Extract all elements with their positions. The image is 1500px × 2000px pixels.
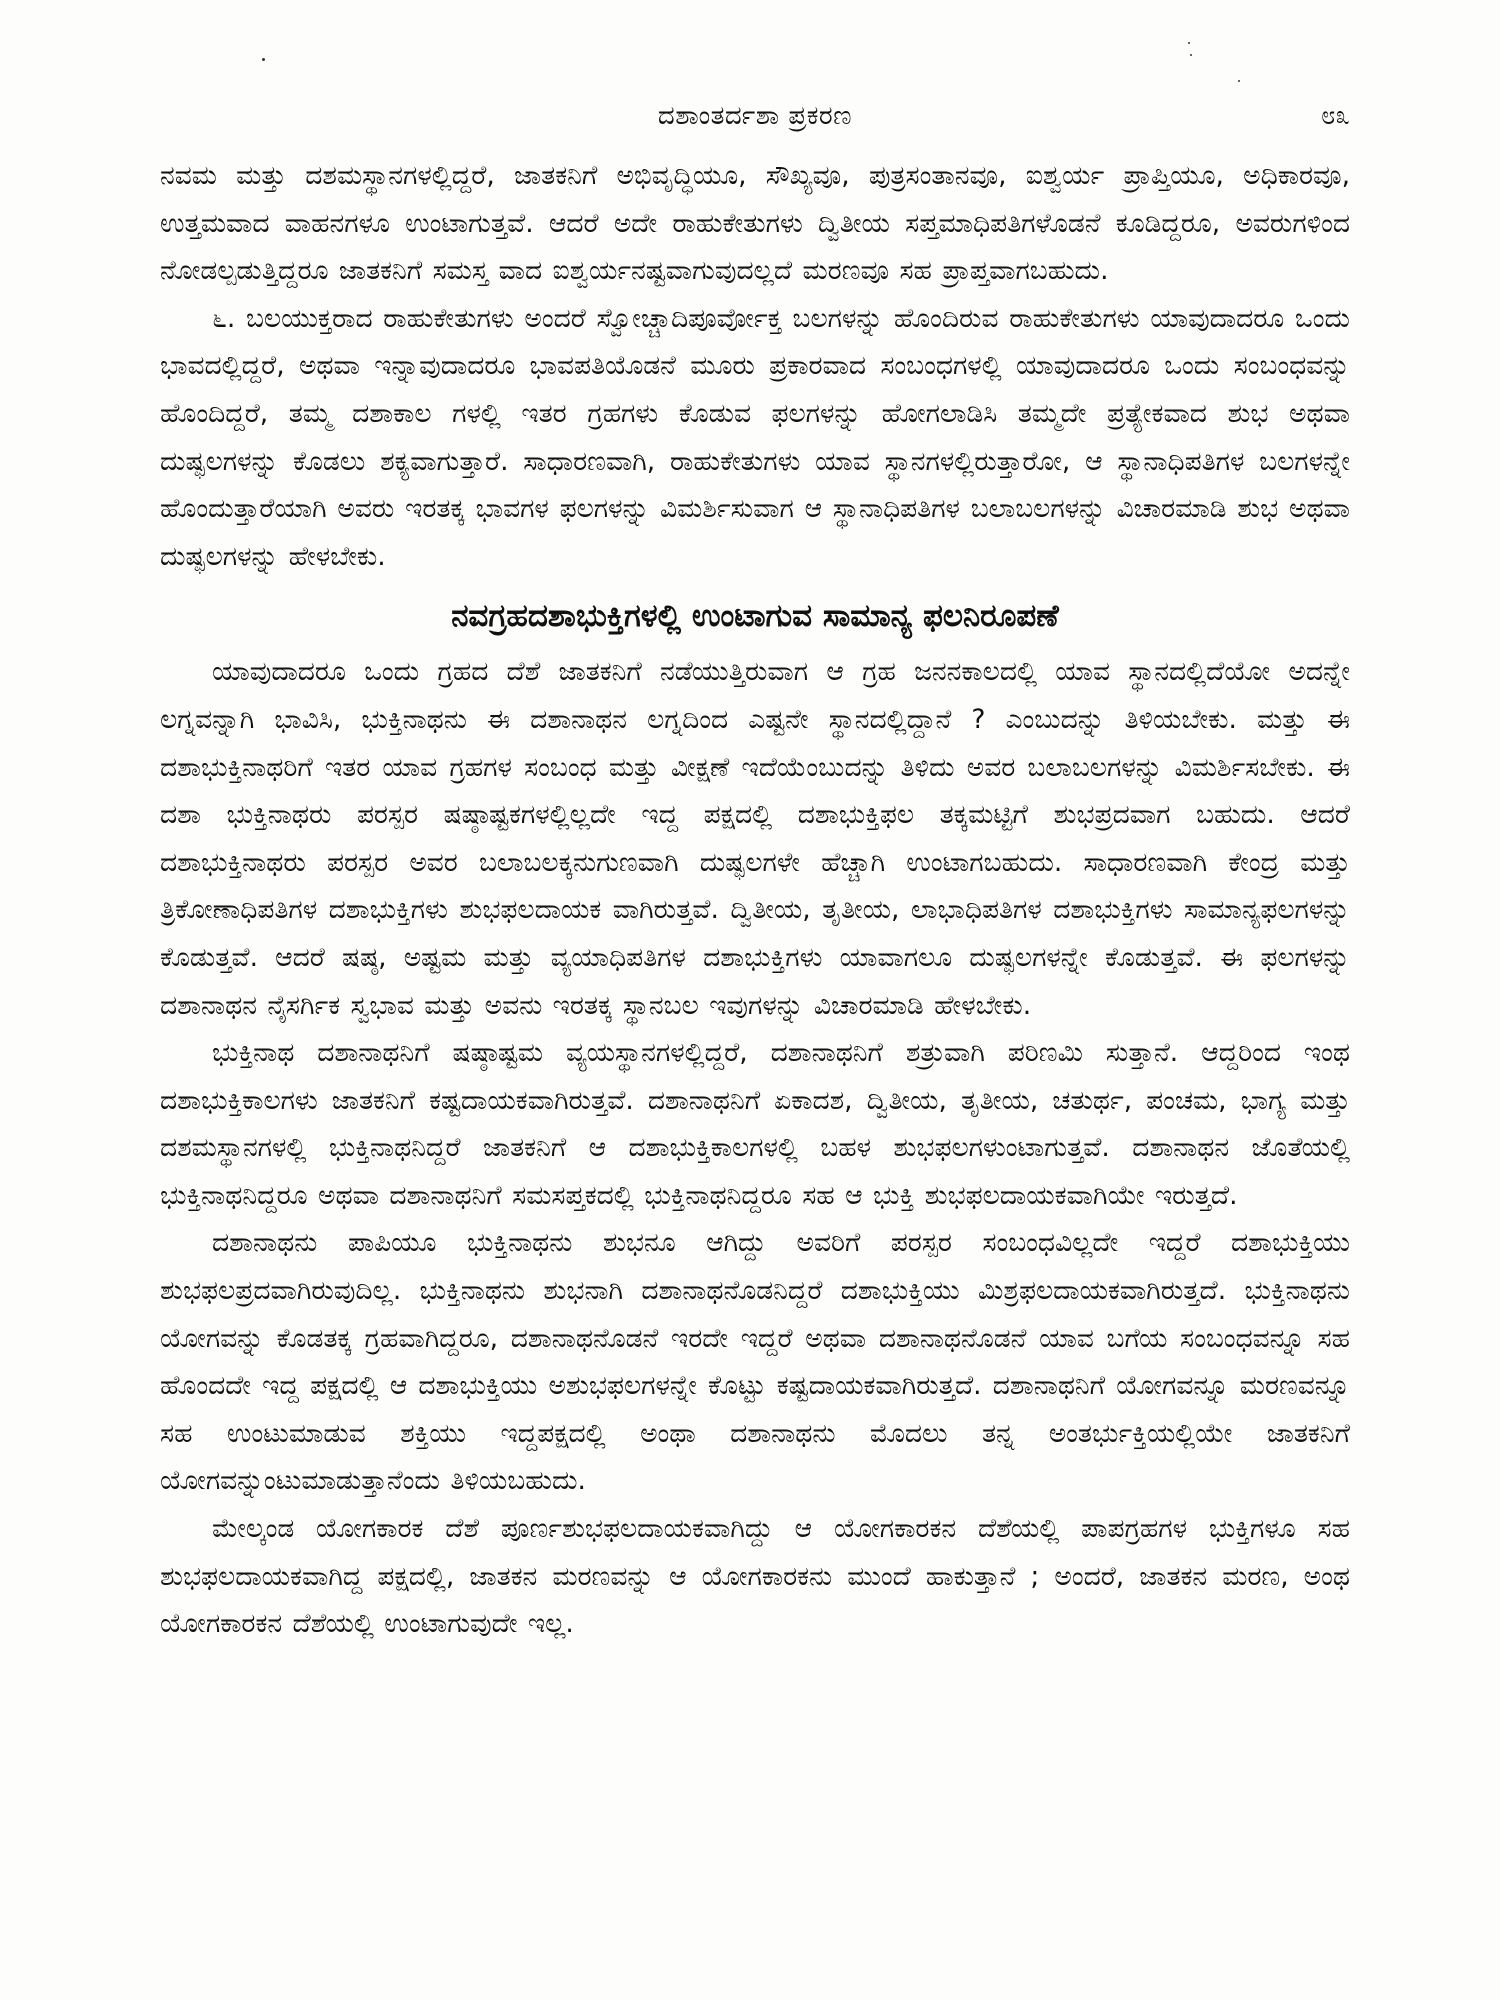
section-heading: ನವಗ್ರಹದಶಾಭುಕ್ತಿಗಳಲ್ಲಿ ಉಂಟಾಗುವ ಸಾಮಾನ್ಯ ಫಲನಿರೂಪಣೆ (451, 598, 1059, 635)
paragraph: ೬. ಬಲಯುಕ್ತರಾದ ರಾಹುಕೇತುಗಳು ಅಂದರೆ ಸ್ವೋಚ್ಚಾದಿಪೂರ್ವೋಕ್ತ ಬಲಗಳನ್ನು ಹೊಂದಿರುವ ರಾಹುಕೇತುಗಳು ಯಾವುದಾದರೂ ಒಂದು ಭಾವದಲ್ಲಿದ್ದರೆ, ಅಥವಾ ಇನ್ನಾವುದಾದರೂ ಭಾವಪತಿಯೊಡನೆ ಮೂರು ಪ್ರಕಾರವಾದ ಸಂಬಂಧಗಳಲ್ಲಿ ಯಾವುದಾದರೂ ಒಂದು ಸಂಬಂಧವನ್ನು ಹೊಂದಿದ್ದರೆ, ತಮ್ಮ ದಶಾಕಾಲ ಗಳಲ್ಲಿ ಇತರ ಗ್ರಹಗಳು ಕೊಡುವ ಫಲಗಳನ್ನು ಹೋಗಲಾಡಿಸಿ ತಮ್ಮದೇ ಪ್ರತ್ಯೇಕವಾದ ಶುಭ ಅಥವಾ ದುಷ್ಫಲಗಳನ್ನು ಕೊಡಲು ಶಕ್ಯವಾಗುತ್ತಾರೆ. ಸಾಧಾರಣವಾಗಿ, ರಾಹುಕೇತುಗಳು ಯಾವ ಸ್ಥಾನಗಳಲ್ಲಿರುತ್ತಾರೋ, ಆ ಸ್ಥಾನಾಧಿಪತಿಗಳ ಬಲಗಳನ್ನೇ ಹೊಂದುತ್ತಾರೆಯಾಗಿ ಅವರು ಇರತಕ್ಕ ಭಾವಗಳ ಫಲಗಳನ್ನು ವಿಮರ್ಶಿಸುವಾಗ ಆ ಸ್ಥಾನಾಧಿಪತಿಗಳ ಬಲಾಬಲಗಳನ್ನು ವಿಚಾರಮಾಡಿ ಶುಭ ಅಥವಾ ದುಷ್ಫಲಗಳನ್ನು ಹೇಳಬೇಕು. (160, 302, 1350, 572)
page-header (160, 96, 1350, 140)
page-number: ೮೩ (1320, 101, 1350, 131)
paragraph: ಯಾವುದಾದರೂ ಒಂದು ಗ್ರಹದ ದೆಶೆ ಜಾತಕನಿಗೆ ನಡೆಯುತ್ತಿರುವಾಗ ಆ ಗ್ರಹ ಜನನಕಾಲದಲ್ಲಿ ಯಾವ ಸ್ಥಾನದಲ್ಲಿದೆಯೋ ಅದನ್ನೇ ಲಗ್ನವನ್ನಾಗಿ ಭಾವಿಸಿ, ಭುಕ್ತಿನಾಥನು ಈ ದಶಾನಾಥನ ಲಗ್ನದಿಂದ ಎಷ್ಟನೇ ಸ್ಥಾನದಲ್ಲಿದ್ದಾನೆ ? ಎಂಬುದನ್ನು ತಿಳಿಯಬೇಕು. ಮತ್ತು ಈ ದಶಾಭುಕ್ತಿನಾಥರಿಗೆ ಇತರ ಯಾವ ಗ್ರಹಗಳ ಸಂಬಂಧ ಮತ್ತು ವೀಕ್ಷಣೆ ಇದೆಯೆಂಬುದನ್ನು ತಿಳಿದು ಅವರ ಬಲಾಬಲಗಳನ್ನು ವಿಮರ್ಶಿಸಬೇಕು. ಈ ದಶಾ ಭುಕ್ತಿನಾಥರು ಪರಸ್ಪರ ಷಷ್ಠಾಷ್ಟಕಗಳಲ್ಲಿಲ್ಲದೇ ಇದ್ದ ಪಕ್ಷದಲ್ಲಿ ದಶಾಭುಕ್ತಿಫಲ ತಕ್ಕಮಟ್ಟಿಗೆ ಶುಭಪ್ರದವಾಗ ಬಹುದು. ಆದರೆ ದಶಾಭುಕ್ತಿನಾಥರು ಪರಸ್ಪರ ಅವರ ಬಲಾಬಲಕ್ಕನುಗುಣವಾಗಿ ದುಷ್ಫಲಗಳೇ ಹೆಚ್ಚಾಗಿ ಉಂಟಾಗಬಹುದು. ಸಾಧಾರಣವಾಗಿ ಕೇಂದ್ರ ಮತ್ತು ತ್ರಿಕೋಣಾಧಿಪತಿಗಳ ದಶಾಭುಕ್ತಿಗಳು ಶುಭಫಲದಾಯಕ ವಾಗಿರುತ್ತವೆ. ದ್ವಿತೀಯ, ತೃತೀಯ, ಲಾಭಾಧಿಪತಿಗಳ ದಶಾಭುಕ್ತಿಗಳು ಸಾಮಾನ್ಯಫಲಗಳನ್ನು ಕೊಡುತ್ತವೆ. ಆದರೆ ಷಷ್ಠ, ಅಷ್ಟಮ ಮತ್ತು ವ್ಯಯಾಧಿಪತಿಗಳ ದಶಾಭುಕ್ತಿಗಳು ಯಾವಾಗಲೂ ದುಷ್ಫಲಗಳನ್ನೇ ಕೊಡುತ್ತವೆ. ಈ ಫಲಗಳನ್ನು ದಶಾನಾಥನ ನೈಸರ್ಗಿಕ ಸ್ವಭಾವ ಮತ್ತು ಅವನು ಇರತಕ್ಕ ಸ್ಥಾನಬಲ ಇವುಗಳನ್ನು ವಿಚಾರಮಾಡಿ ಹೇಳಬೇಕು. (160, 656, 1350, 1021)
paragraph: ದಶಾನಾಥನು ಪಾಪಿಯೂ ಭುಕ್ತಿನಾಥನು ಶುಭನೂ ಆಗಿದ್ದು ಅವರಿಗೆ ಪರಸ್ಪರ ಸಂಬಂಧವಿಲ್ಲದೇ ಇದ್ದರೆ ದಶಾಭುಕ್ತಿಯು ಶುಭಫಲಪ್ರದವಾಗಿರುವುದಿಲ್ಲ. ಭುಕ್ತಿನಾಥನು ಶುಭನಾಗಿ ದಶಾನಾಥನೊಡನಿದ್ದರೆ ದಶಾಭುಕ್ತಿಯು ಮಿಶ್ರಫಲದಾಯಕವಾಗಿರುತ್ತದೆ. ಭುಕ್ತಿನಾಥನು ಯೋಗವನ್ನು ಕೊಡತಕ್ಕ ಗ್ರಹವಾಗಿದ್ದರೂ, ದಶಾನಾಥನೊಡನೆ ಇರದೇ ಇದ್ದರೆ ಅಥವಾ ದಶಾನಾಥನೊಡನೆ ಯಾವ ಬಗೆಯ ಸಂಬಂಧವನ್ನೂ ಸಹ ಹೊಂದದೇ ಇದ್ದ ಪಕ್ಷದಲ್ಲಿ ಆ ದಶಾಭುಕ್ತಿಯು ಅಶುಭಫಲಗಳನ್ನೇ ಕೊಟ್ಟು ಕಷ್ಟದಾಯಕವಾಗಿರುತ್ತದೆ. ದಶಾನಾಥನಿಗೆ ಯೋಗವನ್ನೂ ಮರಣವನ್ನೂ ಸಹ ಉಂಟುಮಾಡುವ ಶಕ್ತಿಯು ಇದ್ದಪಕ್ಷದಲ್ಲಿ ಅಂಥಾ ದಶಾನಾಥನು ಮೊದಲು ತನ್ನ ಅಂತರ್ಭುಕ್ತಿಯಲ್ಲಿಯೇ ಜಾತಕನಿಗೆ ಯೋಗವನ್ನುಂಟುಮಾಡುತ್ತಾನೆಂದು ತಿಳಿಯಬಹುದು. (160, 1227, 1350, 1497)
scan-speck (1190, 54, 1192, 56)
scan-speck (262, 58, 265, 61)
page-body (160, 152, 1350, 1648)
scan-speck (1238, 80, 1240, 82)
paragraph: ಮೇಲ್ಕಂಡ ಯೋಗಕಾರಕ ದೆಶೆ ಪೂರ್ಣಶುಭಫಲದಾಯಕವಾಗಿದ್ದು ಆ ಯೋಗಕಾರಕನ ದೆಶೆಯಲ್ಲಿ ಪಾಪಗ್ರಹಗಳ ಭುಕ್ತಿಗಳೂ ಸಹ ಶುಭಫಲದಾಯಕವಾಗಿದ್ದ ಪಕ್ಷದಲ್ಲಿ, ಜಾತಕನ ಮರಣವನ್ನು ಆ ಯೋಗಕಾರಕನು ಮುಂದೆ ಹಾಕುತ್ತಾನೆ ; ಅಂದರೆ, ಜಾತಕನ ಮರಣ, ಅಂಥ ಯೋಗಕಾರಕನ ದೆಶೆಯಲ್ಲಿ ಉಂಟಾಗುವುದೇ ಇಲ್ಲ. (160, 1513, 1350, 1640)
scan-speck (1188, 42, 1190, 44)
paragraph: ನವಮ ಮತ್ತು ದಶಮಸ್ಥಾನಗಳಲ್ಲಿದ್ದರೆ, ಜಾತಕನಿಗೆ ಅಭಿವೃದ್ಧಿಯೂ, ಸೌಖ್ಯವೂ, ಪುತ್ರಸಂತಾನವೂ, ಐಶ್ವರ್ಯ ಪ್ರಾಪ್ತಿಯೂ, ಅಧಿಕಾರವೂ, ಉತ್ತಮವಾದ ವಾಹನಗಳೂ ಉಂಟಾಗುತ್ತವೆ. ಆದರೆ ಅದೇ ರಾಹುಕೇತುಗಳು ದ್ವಿತೀಯ ಸಪ್ತಮಾಧಿಪತಿಗಳೊಡನೆ ಕೂಡಿದ್ದರೂ, ಅವರುಗಳಿಂದ ನೋಡಲ್ಪಡುತ್ತಿದ್ದರೂ ಜಾತಕನಿಗೆ ಸಮಸ್ತ ವಾದ ಐಶ್ವರ್ಯನಷ್ಟವಾಗುವುದಲ್ಲದೆ ಮರಣವೂ ಸಹ ಪ್ರಾಪ್ತವಾಗಬಹುದು. (160, 160, 1350, 287)
running-title: ದಶಾಂತರ್ದಶಾ ಪ್ರಕರಣ (657, 101, 853, 131)
paragraph: ಭುಕ್ತಿನಾಥ ದಶಾನಾಥನಿಗೆ ಷಷ್ಠಾಷ್ಟಮ ವ್ಯಯಸ್ಥಾನಗಳಲ್ಲಿದ್ದರೆ, ದಶಾನಾಥನಿಗೆ ಶತ್ರುವಾಗಿ ಪರಿಣಮಿ ಸುತ್ತಾನೆ. ಆದ್ದರಿಂದ ಇಂಥ ದಶಾಭುಕ್ತಿಕಾಲಗಳು ಜಾತಕನಿಗೆ ಕಷ್ಟದಾಯಕವಾಗಿರುತ್ತವೆ. ದಶಾನಾಥನಿಗೆ ಏಕಾದಶ, ದ್ವಿತೀಯ, ತೃತೀಯ, ಚತುರ್ಥ, ಪಂಚಮ, ಭಾಗ್ಯ ಮತ್ತು ದಶಮಸ್ಥಾನಗಳಲ್ಲಿ ಭುಕ್ತಿನಾಥನಿದ್ದರೆ ಜಾತಕನಿಗೆ ಆ ದಶಾಭುಕ್ತಿಕಾಲಗಳಲ್ಲಿ ಬಹಳ ಶುಭಫಲಗಳುಂಟಾಗುತ್ತವೆ. ದಶಾನಾಥನ ಜೊತೆಯಲ್ಲಿ ಭುಕ್ತಿನಾಥನಿದ್ದರೂ ಅಥವಾ ದಶಾನಾಥನಿಗೆ ಸಮಸಪ್ತಕದಲ್ಲಿ ಭುಕ್ತಿನಾಥನಿದ್ದರೂ ಸಹ ಆ ಭುಕ್ತಿ ಶುಭಫಲದಾಯಕವಾಗಿಯೇ ಇರುತ್ತದೆ. (160, 1037, 1350, 1211)
